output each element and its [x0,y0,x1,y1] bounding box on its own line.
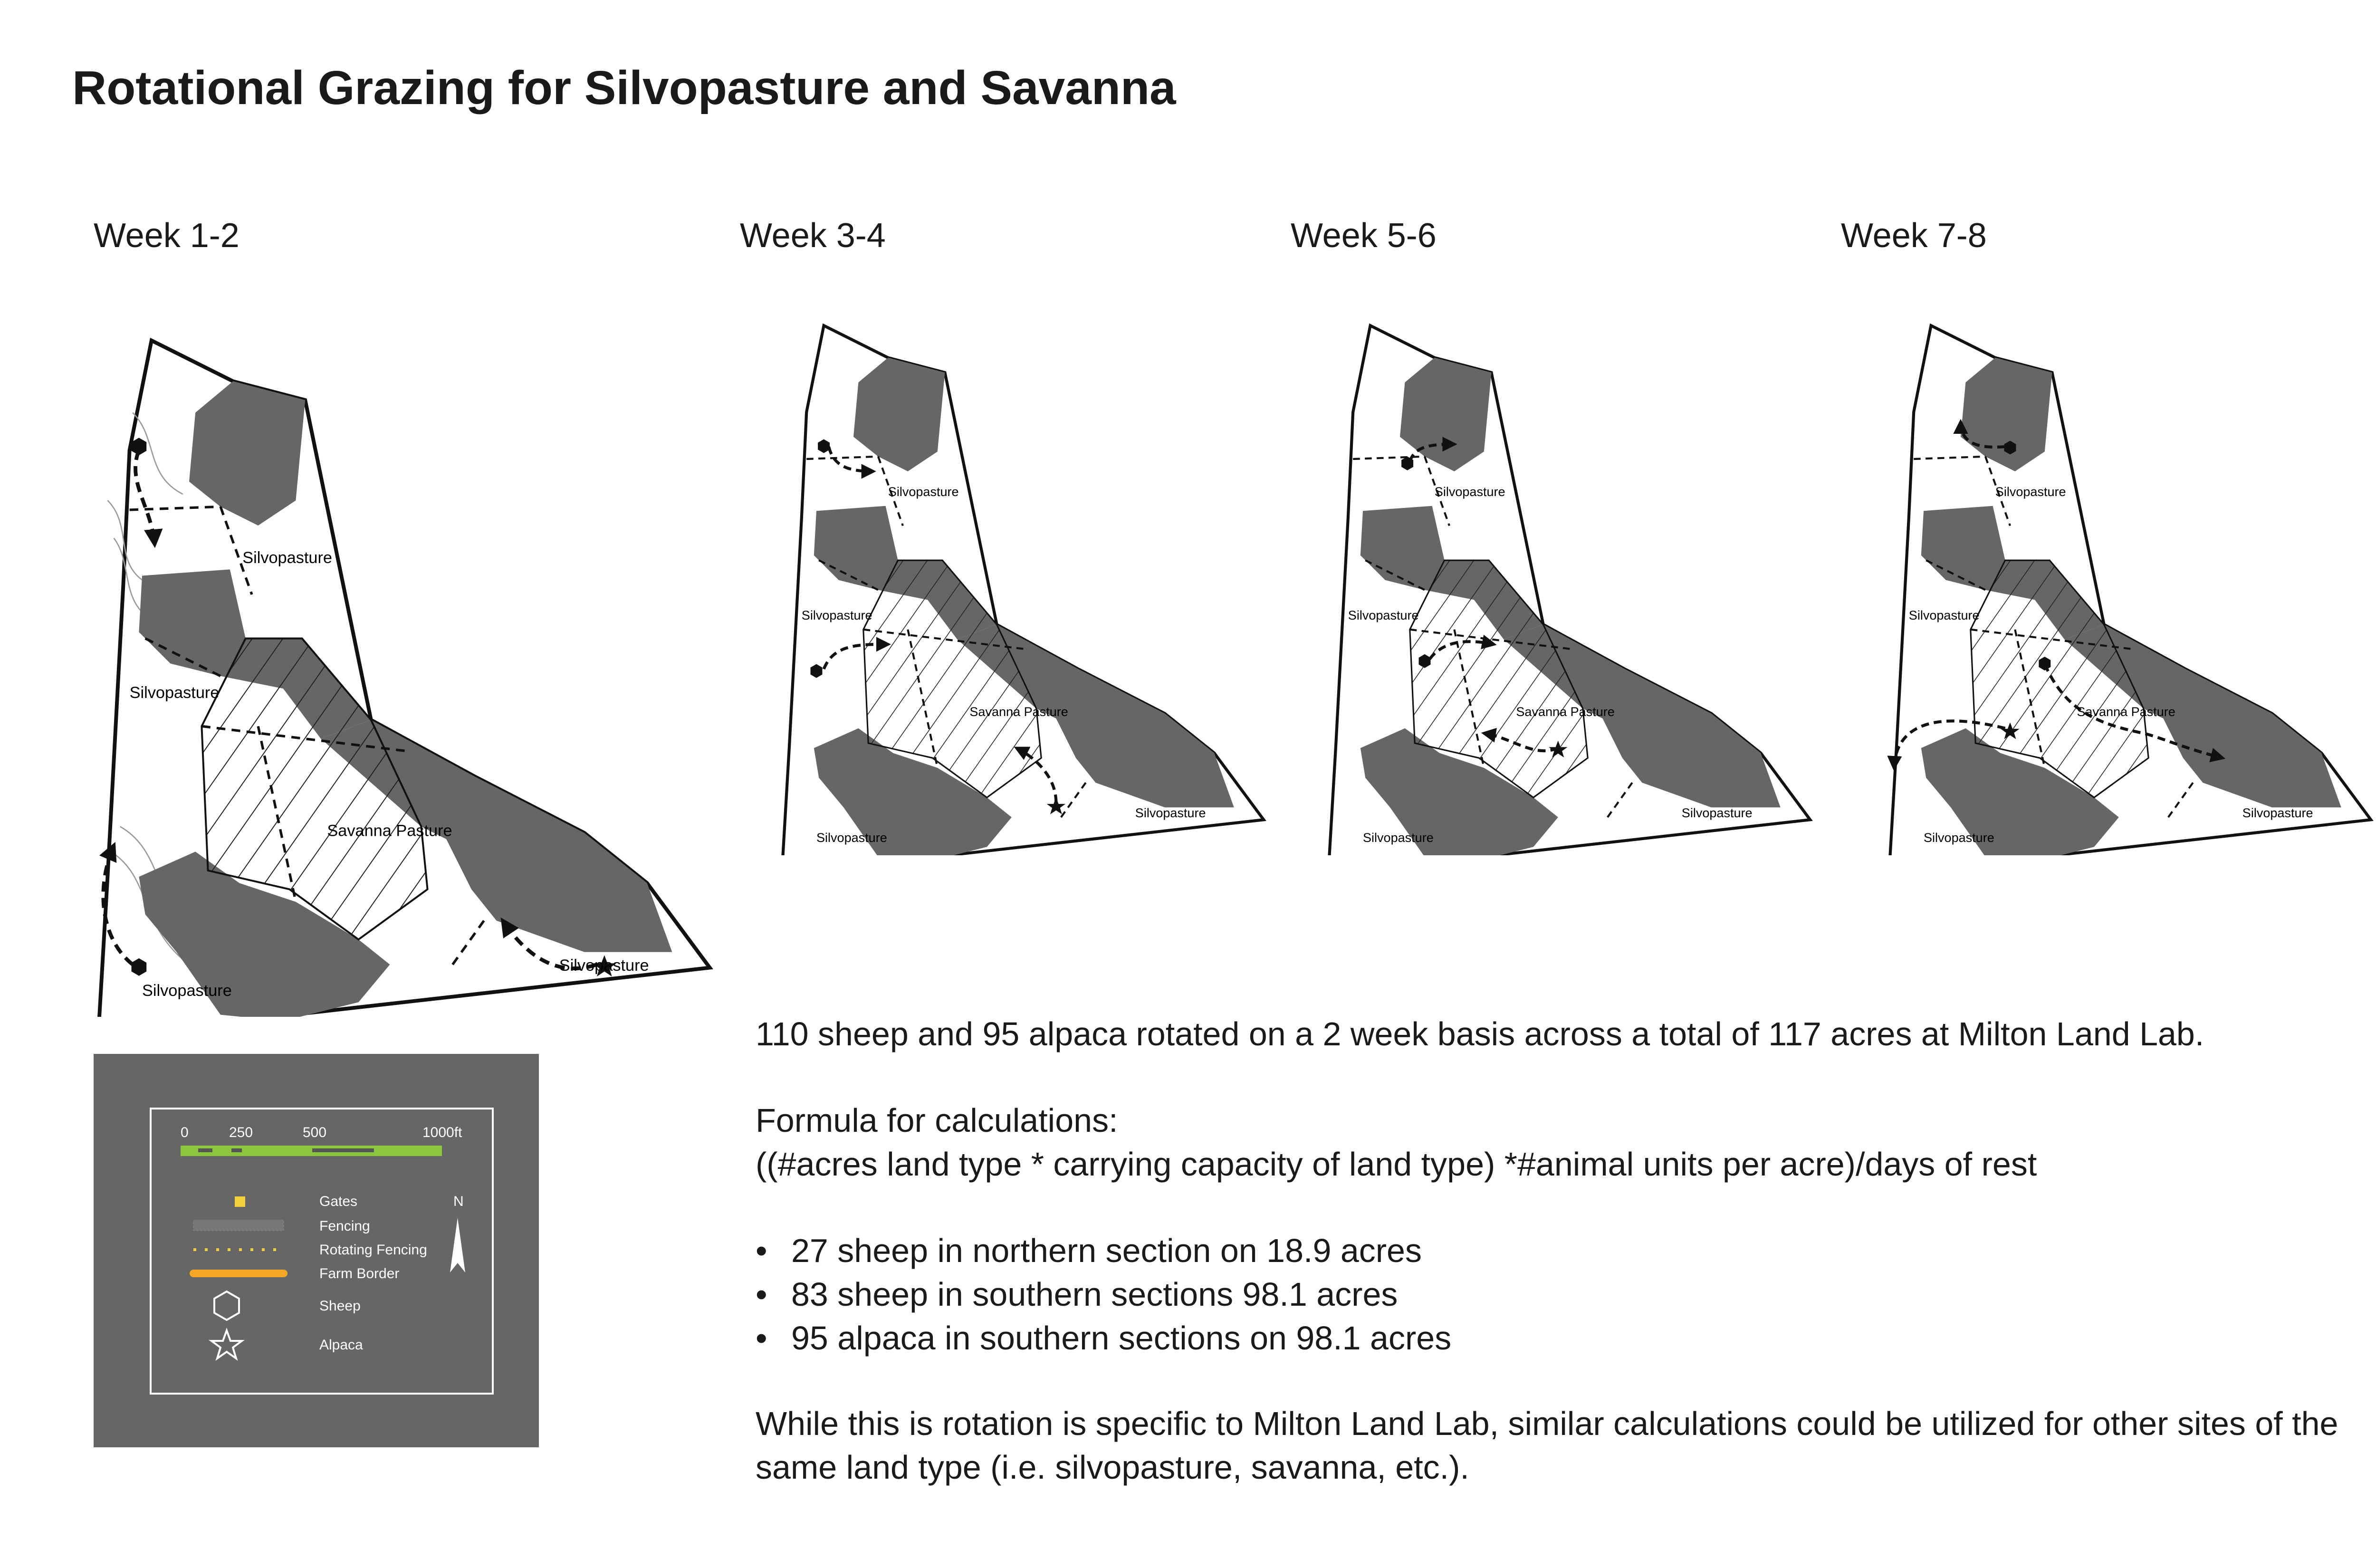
bullets [756,1229,1451,1360]
map-body [782,325,1264,855]
gates-swatch [235,1196,245,1207]
map-week-1-2 [95,285,722,1017]
map-body [1328,325,1810,855]
legend-alpaca-label: Alpaca [319,1337,363,1353]
map-body [98,341,710,1017]
map-week-3-4 [779,285,1274,855]
legend-gates-label: Gates [319,1194,358,1209]
legend-fencing-label: Fencing [319,1218,370,1234]
fencing-swatch [193,1220,284,1231]
week-label-3: Week 5-6 [1291,217,1437,255]
legend-rotating-fencing-label: Rotating Fencing [319,1242,427,1258]
bullet-item: • 95 alpaca in southern sections on 98.1 acres [756,1316,1451,1360]
legend-sheep-label: Sheep [319,1298,361,1314]
label-silvopasture-south: Silvopasture [1363,831,1434,845]
legend-farm-border-label: Farm Border [319,1266,400,1281]
label-savanna: Savanna Pasture [969,704,1068,719]
label-silvopasture-west: Silvopasture [129,684,220,702]
bullet-item: • 83 sheep in southern sections 98.1 acres [756,1272,1451,1316]
label-silvopasture-north: Silvopasture [1434,485,1505,499]
scale-tick-0: 0 [181,1125,189,1140]
label-silvopasture-west: Silvopasture [1348,608,1419,622]
scale-tick-1000: 1000ft [422,1125,462,1140]
north-label: N [453,1194,464,1209]
bullet-item: • 27 sheep in northern section on 18.9 acres [756,1229,1451,1272]
scale-bar [181,1146,442,1156]
map-week-7-8 [1887,285,2376,855]
scale-tick-500: 500 [303,1125,327,1140]
sheep-icon [214,1291,239,1320]
label-silvopasture-east: Silvopasture [559,956,649,975]
scale-tick-250: 250 [229,1125,253,1140]
label-silvopasture-west: Silvopasture [801,608,872,622]
page-title: Rotational Grazing for Silvopasture and Savanna [72,61,1176,115]
label-silvopasture-west: Silvopasture [1908,608,1980,622]
label-silvopasture-north: Silvopasture [242,549,333,567]
note: While this is rotation is specific to Milton Land Lab, similar calculations could be utilized for other sites of the same land type (i.e. silvopasture, savanna, etc.). [756,1405,2338,1486]
label-silvopasture-north: Silvopasture [888,485,959,499]
label-silvopasture-east: Silvopasture [1135,806,1206,820]
label-silvopasture-south: Silvopasture [1924,831,1994,845]
label-savanna: Savanna Pasture [327,822,452,840]
north-arrow-icon [450,1218,465,1272]
label-silvopasture-east: Silvopasture [2242,806,2313,820]
info-summary: 110 sheep and 95 alpaca rotated on a 2 week basis across a total of 117 acres at Milton Land Lab. [756,1015,2204,1052]
map-week-5-6 [1326,285,1820,855]
label-savanna: Savanna Pasture [2077,704,2175,719]
label-savanna: Savanna Pasture [1516,704,1615,719]
map-body [1889,325,2371,855]
formula-heading: Formula for calculations: [756,1102,1118,1139]
label-silvopasture-south: Silvopasture [142,982,232,1000]
label-silvopasture-north: Silvopasture [1995,485,2066,499]
label-silvopasture-south: Silvopasture [816,831,887,845]
week-label-1: Week 1-2 [94,217,240,255]
legend [94,1054,539,1447]
week-label-2: Week 3-4 [740,217,886,255]
label-silvopasture-east: Silvopasture [1681,806,1753,820]
week-label-4: Week 7-8 [1841,217,1987,255]
formula: ((#acres land type * carrying capacity of land type) *#animal units per acre)/days of rest [756,1146,2037,1183]
legend-graphic [94,1054,539,1447]
alpaca-icon [211,1330,242,1358]
